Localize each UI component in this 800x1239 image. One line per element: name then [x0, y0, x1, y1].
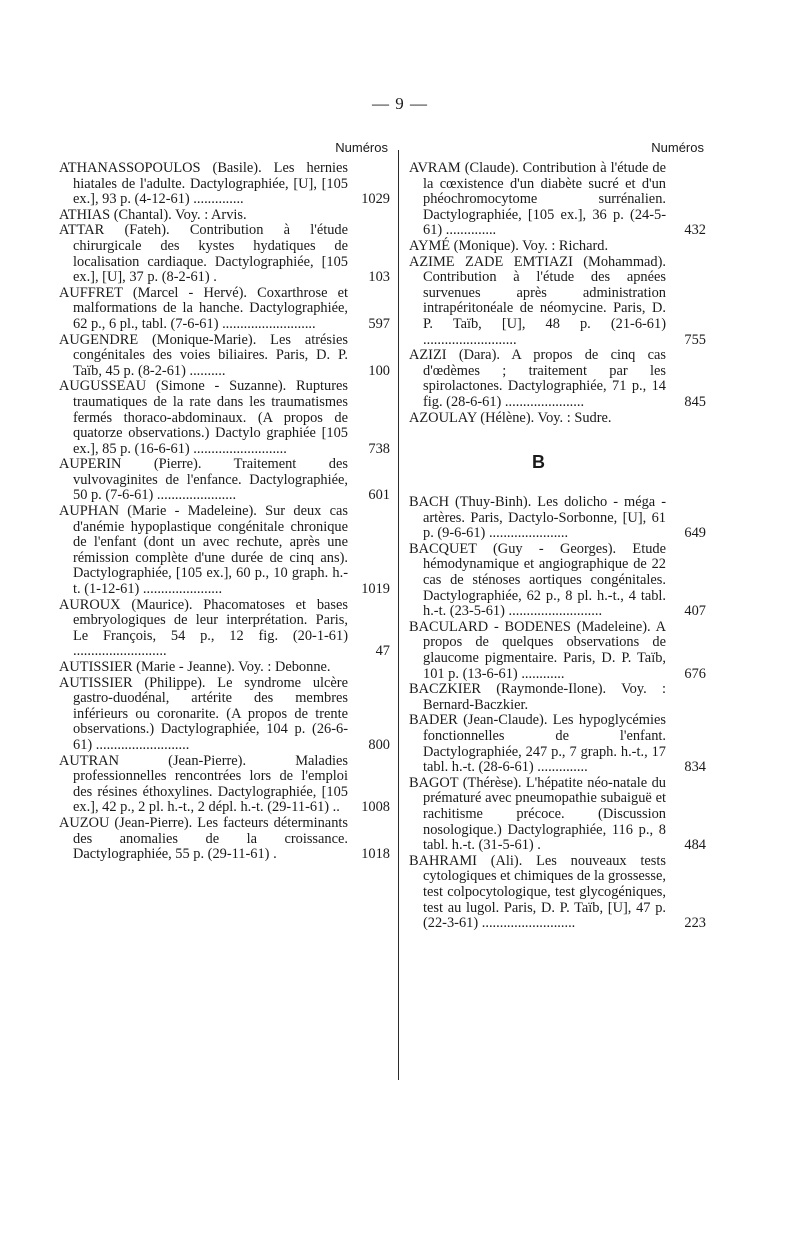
entry-text: BACQUET (Guy - Georges). Etude hémodynamique et angiographique de 22 cas de sténoses aortiques congénitales. Dactylographiée, 62 p., 8 pl. h.-t., 4 tabl. h.-t. (23-5-61) ..........................	[409, 540, 666, 620]
index-entry	[409, 854, 708, 932]
index-entry	[59, 598, 392, 660]
entry-list	[409, 161, 708, 932]
entry-text: AUPERIN (Pierre). Traitement des vulvovaginites de l'enfance. Dactylographiée, 50 p. (7-6-61) ......................	[59, 456, 348, 504]
entry-text: AZIME ZADE EMTIAZI (Mohammad). Contribution à l'étude des apnées survenues après administration intrapéritonéale de néomycine. Paris, D. P. Taïb, [U], 48 p. (21-6-61) ..........................	[409, 253, 666, 348]
index-entry	[59, 676, 392, 754]
index-entry	[59, 333, 392, 380]
entry-text: AZIZI (Dara). A propos de cinq cas d'œdèmes ; traitement par les spirolactones. Dactylographiée, 71 p., 14 fig. (28-6-61) ......................	[409, 347, 666, 410]
index-entry	[409, 255, 708, 349]
entry-text: BACULARD - BODENES (Madeleine). A propos de quelques observations de glaucome pigmentaire. Paris, D. P. Taïb, 101 p. (13-6-61) ............	[409, 618, 666, 682]
index-entry	[409, 411, 708, 427]
entry-number: 755	[684, 331, 706, 348]
entry-text: BACH (Thuy-Binh). Les dolicho - méga - artères. Paris, Dactylo-Sorbonne, [U], 61 p. (9-6-61) ......................	[409, 494, 666, 542]
entry-text: ATHIAS (Chantal). Voy. : Arvis.	[59, 206, 247, 223]
entry-text: BAGOT (Thérèse). L'hépatite néo-natale du prématuré avec pneumopathie subaiguë et rachitisme précoce. (Discussion nosologique.) Dactylographiée, 116 p., 8 tabl. h.-t. (31-5-61) .	[409, 774, 666, 854]
column-header: Numéros	[335, 140, 388, 155]
index-entry	[59, 379, 392, 457]
index-entry	[59, 660, 392, 676]
index-entry	[59, 223, 392, 285]
entry-list	[59, 161, 392, 863]
index-entry	[409, 348, 708, 410]
right-column	[409, 140, 708, 932]
entry-text: AUGUSSEAU (Simone - Suzanne). Ruptures traumatiques de la rate dans les traumatismes fermés thoraco-abdominaux. (A propos de quatorze observations.) Dactylo graphiée [105 ex.], 85 p. (16-6-61) ..........................	[59, 378, 348, 457]
index-entry	[409, 682, 708, 713]
entry-number: 1029	[361, 191, 390, 208]
entry-text: BACZKIER (Raymonde-Ilone). Voy. : Bernard-Baczkier.	[409, 681, 666, 713]
entry-number: 407	[684, 603, 706, 620]
entry-text: AUZOU (Jean-Pierre). Les facteurs déterminants des anomalies de la croissance. Dactylographiée, 55 p. (29-11-61) .	[59, 814, 348, 863]
index-entry	[409, 620, 708, 682]
index-entry	[409, 713, 708, 775]
index-entry	[59, 816, 392, 863]
entry-text: AUROUX (Maurice). Phacomatoses et bases embryologiques de leur interprétation. Paris, Le François, 54 p., 12 fig. (20-1-61) ..........................	[59, 596, 348, 660]
entry-number: 100	[368, 362, 390, 379]
section-letter: B	[532, 452, 545, 473]
entry-text: BADER (Jean-Claude). Les hypoglycémies fonctionnelles de l'enfant. Dactylographiée, 247 p., 7 graph. h.-t., 17 tabl. h.-t. (28-6-61) ..............	[409, 712, 666, 776]
entry-text: AUGENDRE (Monique-Marie). Les atrésies congénitales des voies biliaires. Paris, D. P. Taïb, 45 p. (8-2-61) ..........	[59, 331, 348, 379]
index-entry	[59, 504, 392, 598]
entry-number: 649	[684, 525, 706, 542]
entry-number: 1018	[361, 846, 390, 863]
index-entry	[409, 239, 708, 255]
column-divider	[398, 150, 399, 1080]
entry-number: 484	[684, 837, 706, 854]
entry-text: AUTRAN (Jean-Pierre). Maladies professionnelles rencontrées lors de l'emploi des résines éthoxylines. Dactylographiée, [105 ex.], 42 p., 2 pl. h.-t., 2 dépl. h.-t. (29-11-61) ..	[59, 752, 348, 816]
entry-text: AUPHAN (Marie - Madeleine). Sur deux cas d'anémie hypoplastique congénitale chronique de l'enfant (dont un avec rechute, après une rémission complète d'une durée de cinq ans). Dactylographiée, [105 ex.], 60 p., 10 graph. h.-t. (1-12-61) ......................	[59, 503, 348, 598]
entry-number: 676	[684, 665, 706, 682]
index-entry	[409, 776, 708, 854]
entry-text: ATTAR (Fateh). Contribution à l'étude chirurgicale des kystes hydatiques de localisation cardiaque. Dactylographiée, [105 ex.], [U], 37 p. (8-2-61) .	[59, 222, 348, 286]
entry-number: 1008	[361, 799, 390, 816]
entry-number: 223	[684, 915, 706, 932]
entry-number: 47	[375, 643, 390, 660]
entry-text: AUTISSIER (Marie - Jeanne). Voy. : Debonne.	[59, 659, 331, 675]
entry-text: BAHRAMI (Ali). Les nouveaux tests cytologiques et chimiques de la grossesse, test colpocytologique, test glycogéniques, test au lugol. Paris, D. P. Taïb, [U], 47 p. (22-3-61) ..........................	[409, 852, 666, 932]
entry-number: 1019	[361, 581, 390, 598]
entry-text: AUTISSIER (Philippe). Le syndrome ulcère gastro-duodénal, artérite des membres inférieurs ou coronarite. (A propos de trente observations.) Dactylographiée, 104 p. (26-6-61) ..........................	[59, 674, 348, 753]
entry-text: AUFFRET (Marcel - Hervé). Coxarthrose et malformations de la hanche. Dactylographiée, 62 p., 6 pl., tabl. (7-6-61) ..........................	[59, 284, 348, 332]
index-entry	[59, 286, 392, 333]
index-entry	[409, 495, 708, 542]
entry-text: AZOULAY (Hélène). Voy. : Sudre.	[409, 409, 612, 426]
entry-number: 103	[368, 269, 390, 286]
entry-text: ATHANASSOPOULOS (Basile). Les hernies hiatales de l'adulte. Dactylographiée, [U], [105 ex.], 93 p. (4-12-61) ..............	[59, 160, 348, 208]
column-header: Numéros	[651, 140, 704, 155]
entry-number: 601	[368, 487, 390, 504]
index-entry	[409, 542, 708, 620]
index-entry	[59, 754, 392, 816]
entry-number: 800	[368, 736, 390, 753]
entry-number: 738	[368, 440, 390, 457]
entry-text: AVRAM (Claude). Contribution à l'étude de la cœxistence d'un diabète sucré et d'un phéochromocytome surrénalien. Dactylographiée, [105 ex.], 36 p. (24-5-61) ..............	[409, 160, 666, 239]
entry-text: AYMÉ (Monique). Voy. : Richard.	[409, 237, 609, 254]
index-entry	[59, 208, 392, 224]
index-entry	[59, 161, 392, 208]
entry-number: 845	[684, 393, 706, 410]
index-entry	[409, 161, 708, 239]
entry-number: 432	[684, 222, 706, 239]
left-column	[59, 140, 392, 863]
index-entry	[59, 457, 392, 504]
entry-number: 834	[684, 759, 706, 776]
page-number: — 9 —	[372, 94, 428, 113]
entry-number: 597	[368, 315, 390, 332]
